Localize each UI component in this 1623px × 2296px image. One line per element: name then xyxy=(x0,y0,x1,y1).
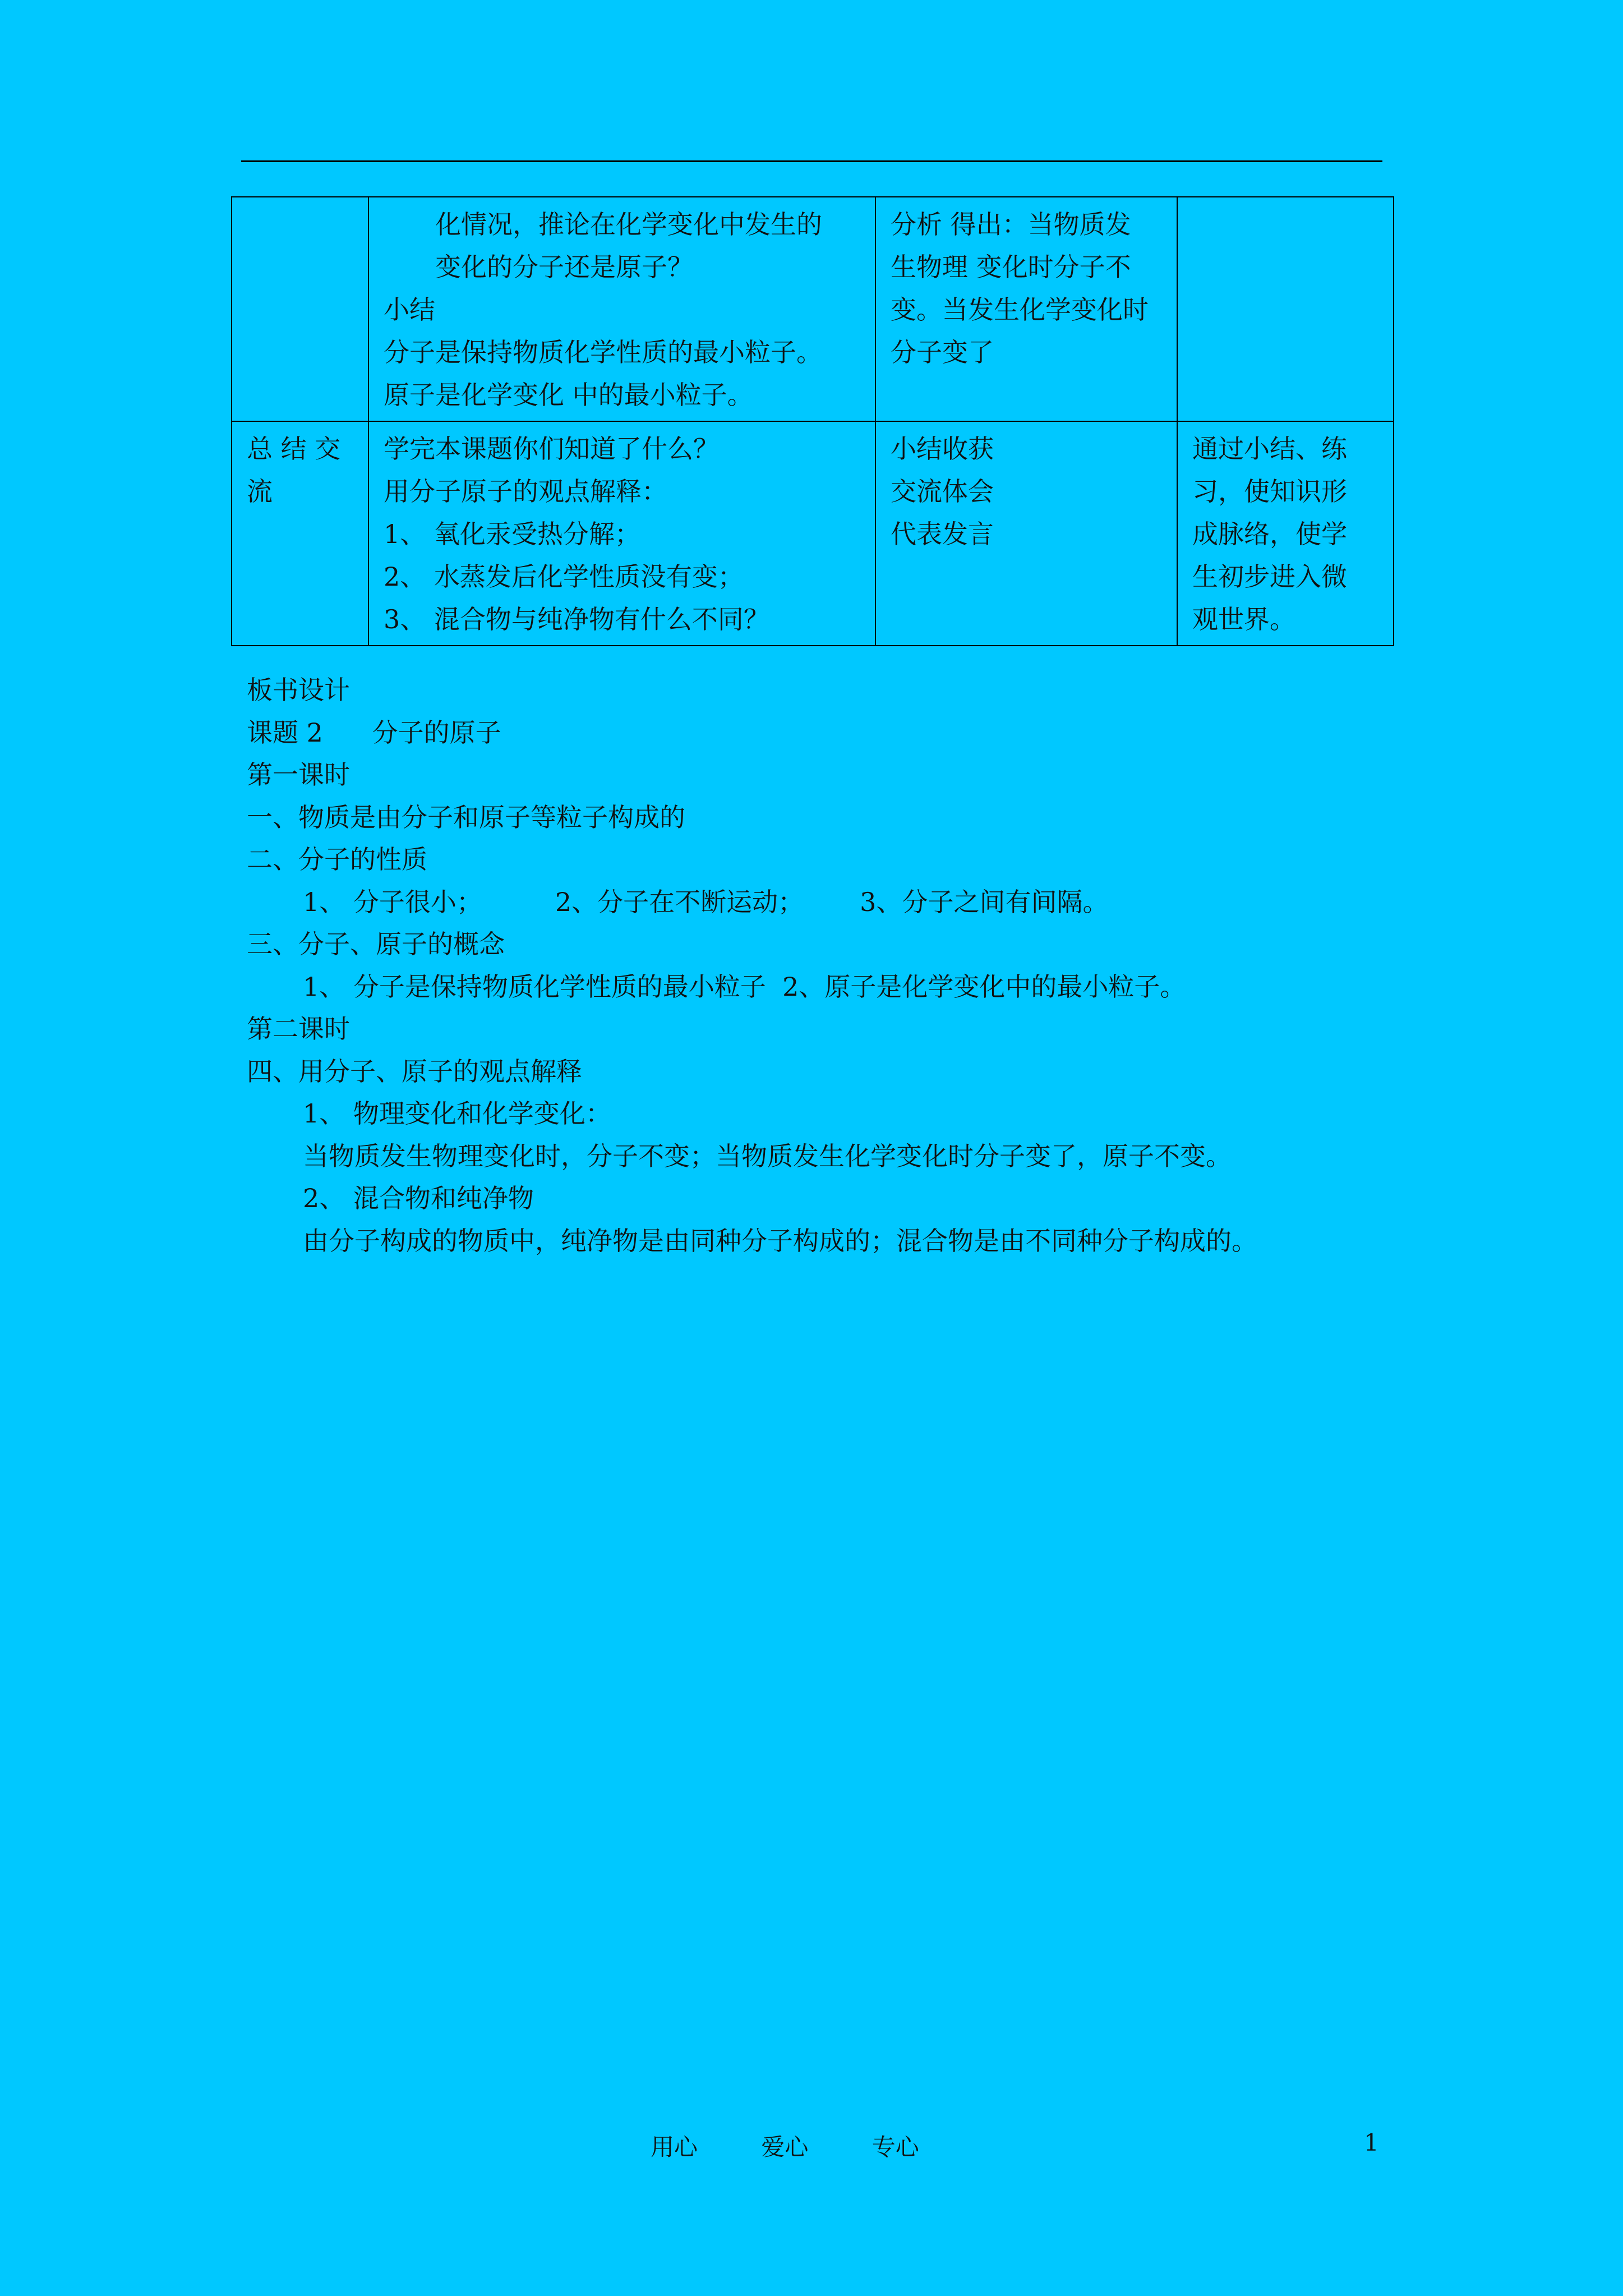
board-heading: 板书设计 xyxy=(247,675,350,705)
text-line: 化情况，推论在化学变化中发生的 xyxy=(435,209,822,240)
page-number: 1 xyxy=(1364,2129,1379,2156)
text-line: 小结 xyxy=(384,295,435,325)
lesson-label: 第一课时 xyxy=(247,760,350,790)
text-line: 原子是化学变化 中的最小粒子。 xyxy=(384,380,753,410)
list-item: 1、 分子是保持物质化学性质的最小粒子 2、原子是化学变化中的最小粒子。 xyxy=(303,971,1186,1002)
list-item: 3、分子之间有间隔。 xyxy=(860,886,1109,917)
text-line: 习，使知识形 xyxy=(1192,476,1347,507)
text-line: 观世界。 xyxy=(1192,604,1295,634)
lesson-plan-table xyxy=(231,196,1394,646)
teacher-activity-cell xyxy=(368,421,875,646)
list-item: 1、 分子很小； xyxy=(303,886,482,917)
student-activity-cell xyxy=(875,421,1177,646)
lesson-label: 第二课时 xyxy=(247,1014,350,1044)
text-line: 用分子原子的观点解释： xyxy=(384,476,667,507)
section-heading: 一、物质是由分子和原子等粒子构成的 xyxy=(247,802,685,832)
motto-word: 专心 xyxy=(872,2133,919,2161)
design-intent-cell xyxy=(1177,421,1394,646)
text-line: 生初步进入微 xyxy=(1192,562,1347,592)
text-line: 3、 混合物与纯净物有什么不同？ xyxy=(384,604,769,634)
explanation-text: 当物质发生物理变化时，分子不变；当物质发生化学变化时分子变了，原子不变。 xyxy=(303,1140,1232,1171)
motto-word: 用心 xyxy=(651,2133,698,2161)
header-rule xyxy=(241,160,1382,162)
motto-word: 爱心 xyxy=(761,2133,809,2161)
board-topic: 课题 2 分子的原子 xyxy=(247,717,501,748)
text-line: 变化的分子还是原子？ xyxy=(435,252,693,282)
list-item: 2、分子在不断运动； xyxy=(555,886,804,917)
footer-motto xyxy=(651,2129,975,2162)
section-heading: 二、分子的性质 xyxy=(247,844,427,875)
text-line: 交流体会 xyxy=(891,476,994,507)
explanation-text: 由分子构成的物质中，纯净物是由同种分子构成的；混合物是由不同种分子构成的。 xyxy=(303,1225,1257,1256)
text-line: 流 xyxy=(247,476,273,507)
text-line: 生物理 变化时分子不 xyxy=(891,252,1131,282)
teacher-activity-cell xyxy=(368,197,875,421)
text-line: 分子是保持物质化学性质的最小粒子。 xyxy=(384,337,822,367)
text-line: 2、 水蒸发后化学性质没有变； xyxy=(384,562,744,592)
text-line: 成脉络，使学 xyxy=(1192,519,1347,549)
text-line: 小结收获 xyxy=(891,434,994,464)
text-line: 变。当发生化学变化时 xyxy=(891,295,1149,325)
property-list xyxy=(247,881,1257,924)
table-row xyxy=(232,197,1394,421)
list-item: 2、 混合物和纯净物 xyxy=(303,1183,534,1213)
text-line: 1、 氧化汞受热分解； xyxy=(384,519,640,549)
text-line: 代表发言 xyxy=(891,519,994,549)
table-row xyxy=(232,421,1394,646)
list-item: 1、 物理变化和化学变化： xyxy=(303,1098,611,1129)
text-line: 学完本课题你们知道了什么？ xyxy=(384,434,719,464)
text-line: 分子变了 xyxy=(891,337,994,367)
section-heading: 四、用分子、原子的观点解释 xyxy=(247,1056,582,1087)
text-line: 总 结 交 xyxy=(247,434,341,464)
section-heading: 三、分子、原子的概念 xyxy=(247,929,505,959)
design-intent-cell xyxy=(1177,197,1394,421)
text-line: 通过小结、练 xyxy=(1192,434,1347,464)
text-line: 分析 得出：当物质发 xyxy=(891,209,1131,240)
blackboard-design xyxy=(247,669,1257,1262)
stage-cell xyxy=(232,421,368,646)
student-activity-cell xyxy=(875,197,1177,421)
stage-cell xyxy=(232,197,368,421)
